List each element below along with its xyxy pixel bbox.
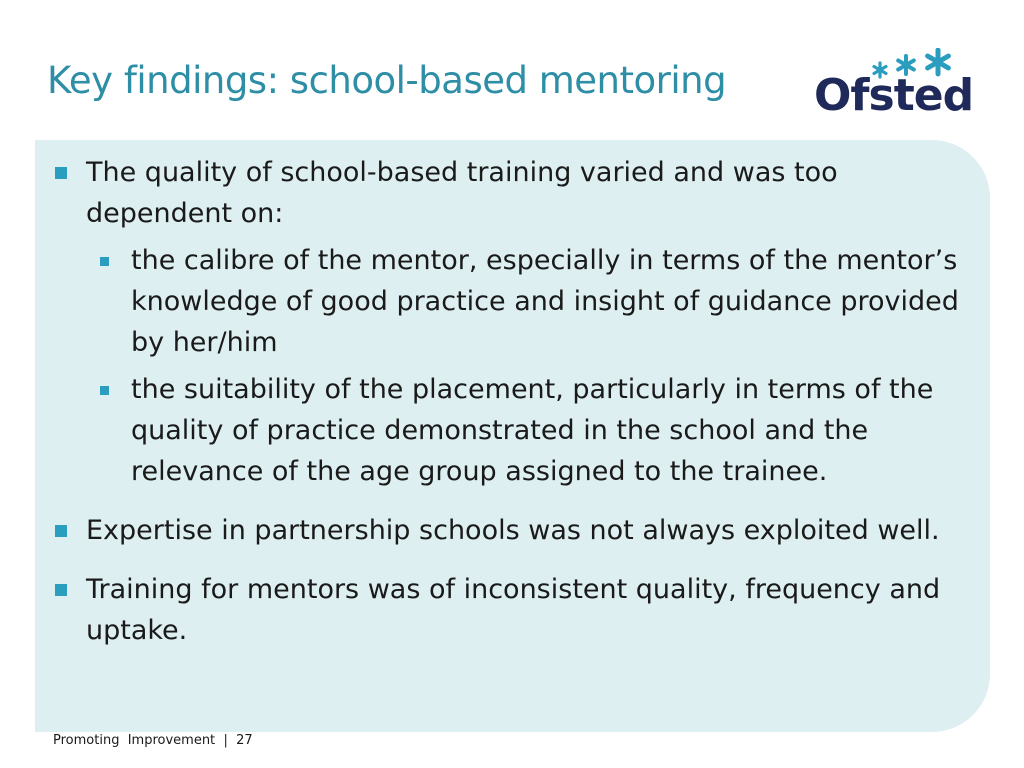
bullet-text: The quality of school-based training varied and was too dependent on: — [86, 157, 838, 229]
sub-bullet-item — [96, 240, 962, 363]
square-bullet-icon — [55, 525, 67, 537]
footer-separator: | — [223, 733, 228, 748]
slide-title: Key findings: school-based mentoring — [47, 59, 727, 102]
bullet-item — [51, 152, 962, 234]
bullet-text: Expertise in partnership schools was not always exploited well. — [86, 515, 940, 546]
bullet-item — [51, 510, 962, 551]
sub-bullet-item — [96, 369, 962, 492]
square-bullet-icon — [55, 167, 67, 179]
footer — [53, 733, 253, 748]
sub-bullet-text: the suitability of the placement, particularly in terms of the quality of practice demonstrated in the school and the relevance of the age group assigned to the trainee. — [131, 374, 934, 487]
ofsted-logo — [812, 48, 972, 130]
content-panel — [35, 140, 990, 732]
square-bullet-icon — [100, 386, 109, 395]
page-number: 27 — [236, 733, 253, 748]
square-bullet-icon — [55, 584, 67, 596]
square-bullet-icon — [100, 257, 109, 266]
sub-bullet-text: the calibre of the mentor, especially in terms of the mentor’s knowledge of good practice and insight of guidance provided by her/him — [131, 245, 959, 358]
bullet-item — [51, 569, 962, 651]
footer-label: Promoting Improvement — [53, 733, 216, 748]
bullet-text: Training for mentors was of inconsistent quality, frequency and uptake. — [86, 574, 941, 646]
logo-wordmark: Ofsted — [814, 70, 974, 121]
